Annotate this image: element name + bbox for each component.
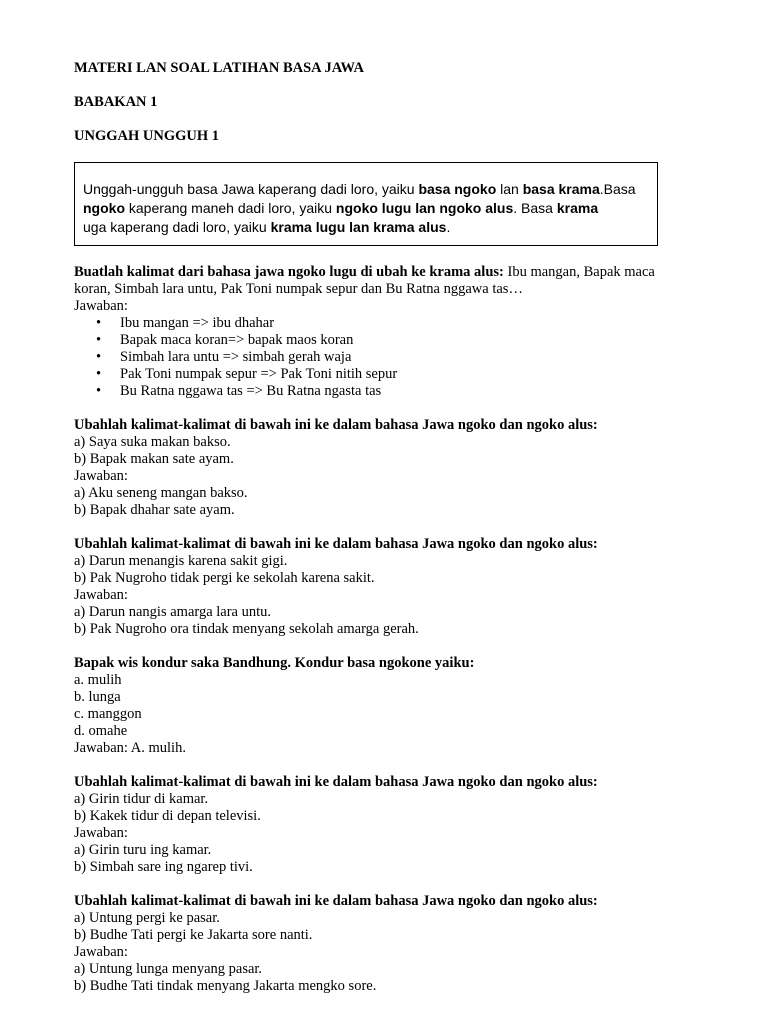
box-bold: basa ngoko bbox=[418, 181, 497, 197]
text-line: a) Darun nangis amarga lara untu. bbox=[74, 604, 272, 620]
exercise-3 bbox=[74, 536, 714, 638]
text-line: a) Untung lunga menyang pasar. bbox=[74, 961, 263, 977]
question-4: Bapak wis kondur saka Bandhung. Kondur basa ngokone yaiku: bbox=[74, 655, 475, 671]
text-line: Jawaban: bbox=[74, 587, 128, 603]
box-text: kaperang maneh dadi loro, yaiku bbox=[125, 200, 336, 216]
list-item: • Pak Toni numpak sepur => Pak Toni nitih sepur bbox=[96, 366, 714, 383]
text-line: Jawaban: A. mulih. bbox=[74, 740, 186, 756]
text-line: b) Pak Nugroho tidak pergi ke sekolah karena sakit. bbox=[74, 570, 375, 586]
exercise-6 bbox=[74, 893, 714, 995]
list-item: • Simbah lara untu => simbah gerah waja bbox=[96, 349, 714, 366]
definition-line-2 bbox=[83, 199, 649, 218]
box-text: Unggah-ungguh basa Jawa kaperang dadi loro, yaiku bbox=[83, 181, 419, 197]
text-line: c. manggon bbox=[74, 706, 142, 722]
question-text: Ibu mangan, Bapak maca bbox=[503, 264, 655, 280]
text-line: a) Girin tidur di kamar. bbox=[74, 791, 209, 807]
text-line: b) Simbah sare ing ngarep tivi. bbox=[74, 859, 253, 875]
text-line: b) Pak Nugroho ora tindak menyang sekolah amarga gerah. bbox=[74, 621, 419, 637]
answer-list bbox=[74, 315, 714, 400]
box-text: . Basa bbox=[513, 200, 557, 216]
exercise-5 bbox=[74, 774, 714, 876]
document-page bbox=[74, 58, 714, 995]
box-text: . bbox=[446, 219, 451, 235]
text-line: Jawaban: bbox=[74, 944, 128, 960]
text-line: a) Saya suka makan bakso. bbox=[74, 434, 231, 450]
list-item: • Bapak maca koran=> bapak maos koran bbox=[96, 332, 714, 349]
box-bold: krama bbox=[556, 200, 599, 216]
text-line: d. omahe bbox=[74, 723, 128, 739]
question-6: Ubahlah kalimat-kalimat di bawah ini ke dalam bahasa Jawa ngoko dan ngoko alus: bbox=[74, 893, 598, 909]
question-1 bbox=[74, 264, 714, 281]
question-5: Ubahlah kalimat-kalimat di bawah ini ke dalam bahasa Jawa ngoko dan ngoko alus: bbox=[74, 774, 598, 790]
question-2: Ubahlah kalimat-kalimat di bawah ini ke dalam bahasa Jawa ngoko dan ngoko alus: bbox=[74, 417, 598, 433]
list-item: • Ibu mangan => ibu dhahar bbox=[96, 315, 714, 332]
exercise-1 bbox=[74, 264, 714, 400]
text-line: a) Untung pergi ke pasar. bbox=[74, 910, 220, 926]
text-line: a) Aku seneng mangan bakso. bbox=[74, 485, 248, 501]
box-text: uga kaperang dadi loro, yaiku bbox=[83, 219, 271, 235]
section-heading: UNGGAH UNGGUH 1 bbox=[74, 128, 219, 144]
definition-line-1 bbox=[83, 180, 649, 199]
definition-line-3 bbox=[83, 218, 649, 237]
box-bold: ngoko bbox=[83, 200, 125, 216]
exercise-2 bbox=[74, 417, 714, 519]
box-text: lan bbox=[496, 181, 523, 197]
text-line: a. mulih bbox=[74, 672, 122, 688]
question-1-cont: koran, Simbah lara untu, Pak Toni numpak sepur dan Bu Ratna nggawa tas… bbox=[74, 281, 523, 297]
text-line: Jawaban: bbox=[74, 468, 128, 484]
text-line: Jawaban: bbox=[74, 825, 128, 841]
box-text: .Basa bbox=[599, 181, 636, 197]
chapter-heading: BABAKAN 1 bbox=[74, 94, 158, 110]
text-line: b. lunga bbox=[74, 689, 121, 705]
text-line: b) Kakek tidur di depan televisi. bbox=[74, 808, 261, 824]
box-bold: ngoko lugu lan ngoko alus bbox=[335, 200, 514, 216]
document-title: MATERI LAN SOAL LATIHAN BASA JAWA bbox=[74, 60, 364, 76]
definition-box bbox=[74, 162, 658, 246]
exercise-4 bbox=[74, 655, 714, 757]
question-3: Ubahlah kalimat-kalimat di bawah ini ke dalam bahasa Jawa ngoko dan ngoko alus: bbox=[74, 536, 598, 552]
text-line: a) Darun menangis karena sakit gigi. bbox=[74, 553, 288, 569]
text-line: b) Budhe Tati pergi ke Jakarta sore nanti. bbox=[74, 927, 313, 943]
list-item: • Bu Ratna nggawa tas => Bu Ratna ngasta tas bbox=[96, 383, 714, 400]
question-bold: Buatlah kalimat dari bahasa jawa ngoko lugu di ubah ke krama alus: bbox=[74, 264, 504, 280]
box-bold: krama lugu lan krama alus bbox=[270, 219, 447, 235]
text-line: b) Budhe Tati tindak menyang Jakarta mengko sore. bbox=[74, 978, 377, 994]
text-line: b) Bapak makan sate ayam. bbox=[74, 451, 234, 467]
text-line: b) Bapak dhahar sate ayam. bbox=[74, 502, 235, 518]
box-bold: basa krama bbox=[522, 181, 600, 197]
answer-label: Jawaban: bbox=[74, 298, 128, 314]
text-line: a) Girin turu ing kamar. bbox=[74, 842, 212, 858]
